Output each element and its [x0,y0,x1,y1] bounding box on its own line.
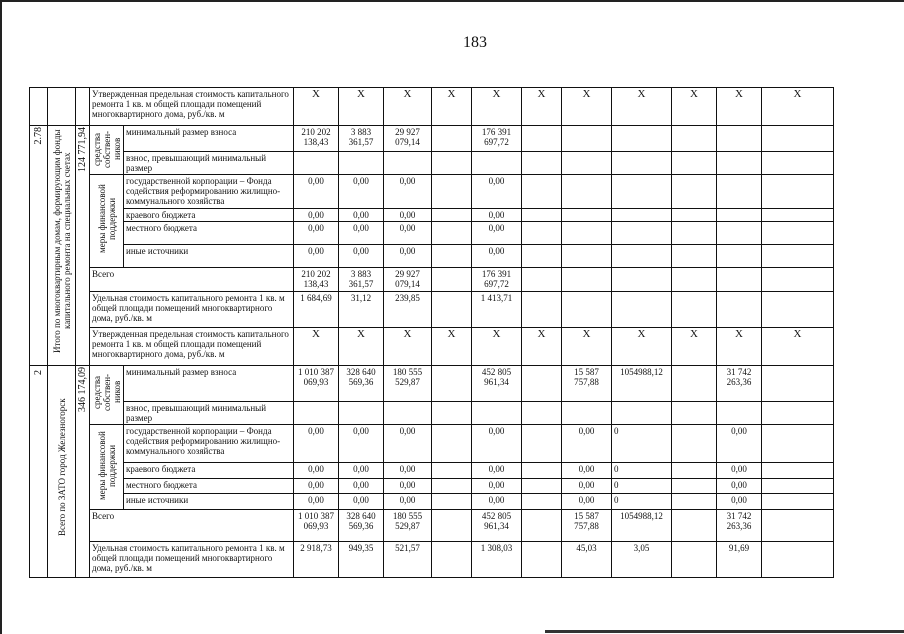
value-cell: 0,00 [562,494,612,510]
table-row [30,222,834,245]
value-cell: 3 883 361,57 [339,268,384,292]
value-cell: 0,00 [384,463,432,479]
x-mark: Х [562,88,612,126]
section-number: 2 [30,366,48,578]
cell-empty [432,126,472,152]
value-cell: 91,69 [717,542,762,578]
table-row [30,245,834,268]
value-cell: 452 805 961,34 [472,366,522,402]
row-label-state-corp: государственной корпорации – Фонда содействия реформированию жилищно-коммунального хозяйства [124,175,294,209]
row-label-over-min-fee: взнос, превышающий минимальный размер [124,152,294,175]
section-name: Всего по ЗАТО город Железногорск [48,366,76,578]
value-cell: 0,00 [384,175,432,209]
value-cell: 1054988,12 [612,366,672,402]
value-cell: 0 [612,478,672,494]
value-cell: 0,00 [472,222,522,245]
fin-support-group: меры финансовой поддержки [90,425,124,510]
x-mark: Х [672,328,717,366]
value-cell: 29 927 079,14 [384,268,432,292]
x-mark: Х [717,88,762,126]
table-row [30,292,834,328]
x-mark: Х [294,328,339,366]
value-cell: 31 742 263,36 [717,510,762,542]
row-label-local: местного бюджета [124,222,294,245]
value-cell: 176 391 697,72 [472,268,522,292]
value-cell: 1 684,69 [294,292,339,328]
table-row [30,175,834,209]
row-label-specific-cost: Удельная стоимость капитального ремонта 1 кв. м общей площади помещений многоквартирного дома, руб./кв. м [90,292,294,328]
value-cell: 1 010 387 069,93 [294,366,339,402]
scan-edge-left [0,0,2,634]
table-row [30,478,834,494]
value-cell: 0,00 [294,494,339,510]
value-cell: 1 010 387 069,93 [294,510,339,542]
value-cell: 0,00 [717,425,762,463]
row-label-total: Всего [90,268,294,292]
value-cell: 452 805 961,34 [472,510,522,542]
value-cell: 0,00 [717,478,762,494]
section-number: 2.78 [30,126,48,366]
section-area: 346 174,09 [76,366,90,578]
value-cell: 0 [612,494,672,510]
value-cell: 0,00 [294,463,339,479]
x-mark: Х [562,328,612,366]
value-cell: 0,00 [339,175,384,209]
value-cell: 1 308,03 [472,542,522,578]
row-label-approved-cost: Утвержденная предельная стоимость капитального ремонта 1 кв. м общей площади помещений многоквартирного дома, руб./кв. м [90,328,294,366]
table-row [30,209,834,222]
cell-empty [76,88,90,126]
value-cell: 0,00 [339,494,384,510]
fin-support-group: меры финансовой поддержки [90,175,124,268]
scan-edge-bottom [545,630,904,633]
value-cell: 2 918,73 [294,542,339,578]
value-cell: 521,57 [384,542,432,578]
value-cell: 0,00 [384,222,432,245]
section-name: Итого по многоквартирным домам, формирующим фонды капитального ремонта на специальных счетах [48,126,76,366]
value-cell: 0,00 [717,463,762,479]
value-cell: 0,00 [294,425,339,463]
x-mark: Х [672,88,717,126]
table-row [30,402,834,425]
value-cell: 180 555 529,87 [384,366,432,402]
table-row [30,425,834,463]
value-cell: 0,00 [339,222,384,245]
value-cell: 0,00 [339,463,384,479]
value-cell: 0,00 [339,478,384,494]
table-row [30,542,834,578]
table-row [30,510,834,542]
x-mark: Х [432,88,472,126]
value-cell: 180 555 529,87 [384,510,432,542]
value-cell: 0,00 [562,478,612,494]
value-cell: 0,00 [384,245,432,268]
value-cell: 0,00 [294,478,339,494]
value-cell: 29 927 079,14 [384,126,432,152]
value-cell: 0,00 [339,245,384,268]
x-mark: Х [339,88,384,126]
value-cell: 0,00 [472,478,522,494]
cell-empty [48,88,76,126]
value-cell: 0,00 [294,245,339,268]
x-mark: Х [384,328,432,366]
value-cell: 0,00 [384,478,432,494]
table-row [30,268,834,292]
x-mark: Х [522,88,562,126]
value-cell: 0,00 [472,425,522,463]
value-cell: 0,00 [472,494,522,510]
x-mark: Х [717,328,762,366]
x-mark: Х [384,88,432,126]
x-mark: Х [432,328,472,366]
value-cell: 0,00 [339,209,384,222]
table-row [30,152,834,175]
scan-edge-top [0,0,904,2]
value-cell: 0,00 [294,222,339,245]
x-mark: Х [472,88,522,126]
value-cell: 0,00 [384,209,432,222]
value-cell: 0,00 [562,425,612,463]
table-row [30,126,834,152]
table-row [30,494,834,510]
x-mark: Х [472,328,522,366]
own-funds-group: средства собствен-ников [90,126,124,175]
value-cell: 0,00 [472,463,522,479]
cell-empty [30,88,48,126]
value-cell: 0,00 [384,425,432,463]
x-mark: Х [612,88,672,126]
section-area: 124 771,94 [76,126,90,366]
x-mark: Х [339,328,384,366]
row-label-other: иные источники [124,494,294,510]
row-label-regional: краевого бюджета [124,209,294,222]
value-cell: 0,00 [384,494,432,510]
page-number: 183 [463,34,487,51]
row-label-specific-cost: Удельная стоимость капитального ремонта 1 кв. м общей площади помещений многоквартирного дома, руб./кв. м [90,542,294,578]
row-label-state-corp: государственной корпорации – Фонда содействия реформированию жилищно-коммунального хозяйства [124,425,294,463]
value-cell: 0,00 [339,425,384,463]
value-cell: 0,00 [294,209,339,222]
value-cell: 0,00 [472,175,522,209]
x-mark: Х [762,88,834,126]
value-cell: 45,03 [562,542,612,578]
row-label-total: Всего [90,510,294,542]
row-label-approved-cost: Утвержденная предельная стоимость капитального ремонта 1 кв. м общей площади помещений многоквартирного дома, руб./кв. м [90,88,294,126]
value-cell: 0 [612,463,672,479]
value-cell: 3 883 361,57 [339,126,384,152]
value-cell: 210 202 138,43 [294,268,339,292]
row-label-min-fee: минимальный размер взноса [124,366,294,402]
value-cell: 15 587 757,88 [562,510,612,542]
value-cell: 31 742 263,36 [717,366,762,402]
x-mark: Х [522,328,562,366]
capital-repair-table [29,87,834,578]
value-cell: 176 391 697,72 [472,126,522,152]
table-row [30,463,834,479]
value-cell: 0,00 [717,494,762,510]
value-cell: 15 587 757,88 [562,366,612,402]
value-cell: 31,12 [339,292,384,328]
value-cell: 328 640 569,36 [339,366,384,402]
value-cell: 328 640 569,36 [339,510,384,542]
x-mark: Х [294,88,339,126]
value-cell: 0,00 [562,463,612,479]
x-mark: Х [762,328,834,366]
value-cell: 1054988,12 [612,510,672,542]
table-row [30,328,834,366]
row-label-regional: краевого бюджета [124,463,294,479]
value-cell: 1 413,71 [472,292,522,328]
value-cell: 0,00 [294,175,339,209]
value-cell: 0,00 [472,245,522,268]
value-cell: 3,05 [612,542,672,578]
value-cell: 949,35 [339,542,384,578]
row-label-over-min-fee: взнос, превышающий минимальный размер [124,402,294,425]
value-cell: 0 [612,425,672,463]
row-label-other: иные источники [124,245,294,268]
value-cell: 239,85 [384,292,432,328]
own-funds-group: средства собствен-ников [90,366,124,425]
value-cell: 210 202 138,43 [294,126,339,152]
row-label-min-fee: минимальный размер взноса [124,126,294,152]
table-row [30,366,834,402]
row-label-local: местного бюджета [124,478,294,494]
value-cell: 0,00 [472,209,522,222]
x-mark: Х [612,328,672,366]
table-row [30,88,834,126]
